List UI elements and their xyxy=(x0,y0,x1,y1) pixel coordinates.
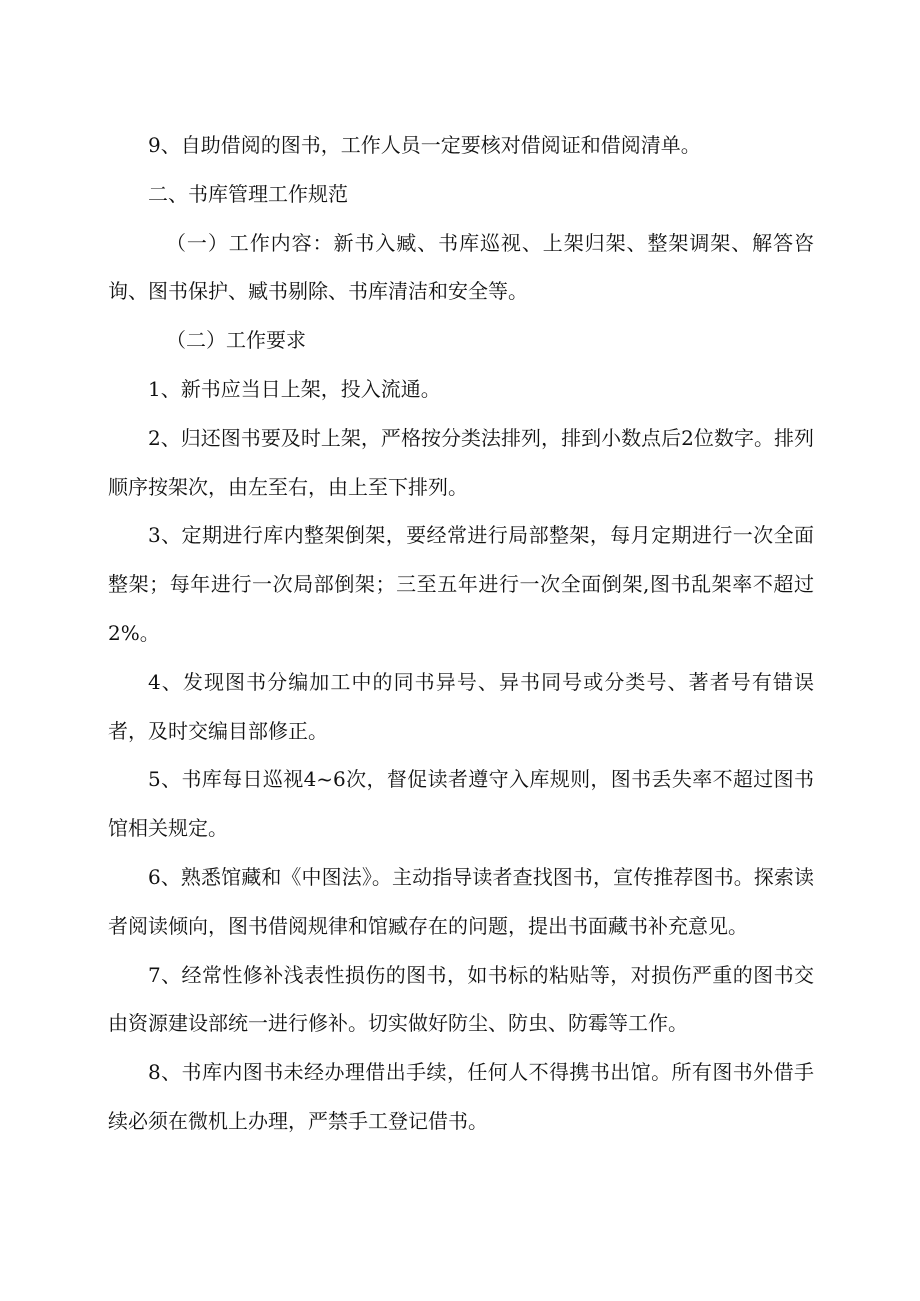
requirement-item-1: 1、新书应当日上架，投入流通。 xyxy=(148,376,441,401)
section-heading-stacks: 二、书库管理工作规范 xyxy=(148,181,348,206)
subsection-work-content: （一）工作内容：新书入臧、书库巡视、上架归架、整架调架、解答咨询、图书保护、臧书剔除、书库清洁和安全等。 xyxy=(108,230,814,304)
requirement-item-7: 7、经常性修补浅表性损伤的图书，如书标的粘贴等，对损伤严重的图书交由资源建设部统一进行修补。切实做好防尘、防虫、防霉等工作。 xyxy=(108,962,814,1036)
requirement-item-4: 4、发现图书分编加工中的同书异号、异书同号或分类号、著者号有错误者，及时交编目部修正。 xyxy=(108,669,814,743)
subsection-work-requirements: （二）工作要求 xyxy=(166,328,306,353)
requirement-item-5: 5、书库每日巡视4~6次，督促读者遵守入库规则，图书丢失率不超过图书馆相关规定。 xyxy=(108,767,814,841)
requirement-item-8: 8、书库内图书未经办理借出手续，任何人不得携书出馆。所有图书外借手续必须在微机上办理，严禁手工登记借书。 xyxy=(108,1060,814,1133)
requirement-item-6: 6、熟悉馆藏和《中图法》。主动指导读者查找图书，宣传推荐图书。探索读者阅读倾向，图书借阅规律和馆臧存在的问题，提出书面藏书补充意见。 xyxy=(108,864,814,938)
document-body xyxy=(108,121,814,1146)
requirement-item-2: 2、归还图书要及时上架，严格按分类法排列，排到小数点后2位数字。排列顺序按架次，由左至右，由上至下排列。 xyxy=(108,425,814,499)
paragraph-item-9: 9、自助借阅的图书，工作人员一定要核对借阅证和借阅清单。 xyxy=(148,133,701,157)
requirement-item-3: 3、定期进行库内整架倒架，要经常进行局部整架，每月定期进行一次全面整架；每年进行一次局部倒架；三至五年进行一次全面倒架,图书乱架率不超过2%。 xyxy=(108,523,814,645)
